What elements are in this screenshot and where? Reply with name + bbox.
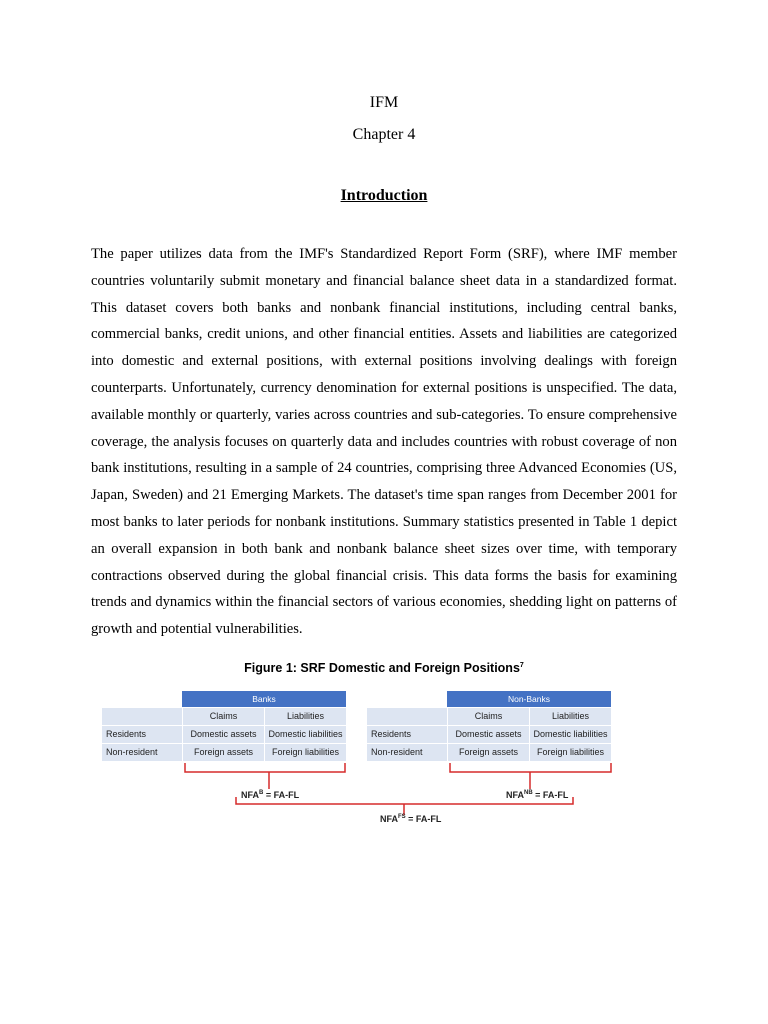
eq-rhs: = FA-FL bbox=[263, 790, 300, 800]
eq-rhs: = FA-FL bbox=[532, 790, 569, 800]
nonbanks-group-header: Non-Banks bbox=[447, 691, 611, 707]
row-label: Residents bbox=[102, 726, 182, 743]
course-title: IFM bbox=[369, 94, 399, 111]
equation-nonbanks bbox=[506, 790, 568, 800]
figure-caption bbox=[0, 661, 768, 675]
table-cell: Foreign liabilities bbox=[265, 744, 346, 761]
figure-caption-text: Figure 1: SRF Domestic and Foreign Positions bbox=[244, 661, 520, 675]
eq-base: NFA bbox=[241, 790, 259, 800]
table-cell: Domestic assets bbox=[183, 726, 264, 743]
eq-base: NFA bbox=[506, 790, 524, 800]
banks-table bbox=[102, 691, 346, 761]
row-label: Non-resident bbox=[102, 744, 182, 761]
table-row bbox=[102, 726, 346, 743]
column-header-liabilities: Liabilities bbox=[530, 708, 611, 725]
table-cell: Domestic liabilities bbox=[530, 726, 611, 743]
chapter-title: Chapter 4 bbox=[352, 126, 416, 143]
eq-sup: FS bbox=[398, 814, 406, 820]
table-cell: Domestic liabilities bbox=[265, 726, 346, 743]
column-header-liabilities: Liabilities bbox=[265, 708, 346, 725]
table-cell: Foreign assets bbox=[183, 744, 264, 761]
table-row bbox=[102, 744, 346, 761]
banks-column-header-row bbox=[102, 708, 346, 725]
banks-group-header: Banks bbox=[182, 691, 346, 707]
equation-total bbox=[380, 814, 441, 824]
banks-header-row bbox=[102, 691, 346, 707]
footnote-mark: 7 bbox=[519, 661, 524, 669]
section-heading: Introduction bbox=[340, 187, 428, 204]
nonbanks-header-row bbox=[367, 691, 611, 707]
column-header-claims: Claims bbox=[448, 708, 529, 725]
table-row bbox=[367, 744, 611, 761]
column-header-claims: Claims bbox=[183, 708, 264, 725]
table-row bbox=[367, 726, 611, 743]
eq-sup: B bbox=[259, 790, 264, 796]
intro-paragraph: The paper utilizes data from the IMF's Standardized Report Form (SRF), where IMF member countries voluntarily submit monetary and financial balance sheet data in a standardized format. This dataset covers both banks and nonbank financial institutions, including central banks, commercial banks, credit unions, and other financial entities. Assets and liabilities are categorized into domestic and external positions, with external positions involving dealings with foreign counterparts. Unfortunately, currency denomination for external positions is unspecified. The data, available monthly or quarterly, varies across countries and sub-categories. To ensure comprehensive coverage, the analysis focuses on quarterly data and includes countries with robust coverage of non bank institutions, resulting in a sample of 24 countries, comprising three Advanced Economies (US, Japan, Sweden) and 21 Emerging Markets. The dataset's time span ranges from December 2001 for most banks to later periods for nonbank institutions. Summary statistics presented in Table 1 depict an overall expansion in both bank and nonbank balance sheet sizes over time, with temporary contractions observed during the global financial crisis. This data forms the basis for examining trends and dynamics within the financial sectors of various economies, shedding light on patterns of growth and potential vulnerabilities. bbox=[91, 246, 677, 638]
eq-base: NFA bbox=[380, 814, 398, 824]
banks-bracket bbox=[185, 763, 345, 789]
eq-sup: NB bbox=[524, 790, 533, 796]
nonbanks-column-header-row bbox=[367, 708, 611, 725]
eq-rhs: = FA-FL bbox=[405, 814, 442, 824]
table-cell: Foreign liabilities bbox=[530, 744, 611, 761]
row-label: Residents bbox=[367, 726, 447, 743]
row-label: Non-resident bbox=[367, 744, 447, 761]
table-cell: Domestic assets bbox=[448, 726, 529, 743]
table-cell: Foreign assets bbox=[448, 744, 529, 761]
nonbanks-table bbox=[367, 691, 611, 761]
nonbanks-bracket bbox=[450, 763, 611, 789]
equation-banks bbox=[241, 790, 299, 800]
